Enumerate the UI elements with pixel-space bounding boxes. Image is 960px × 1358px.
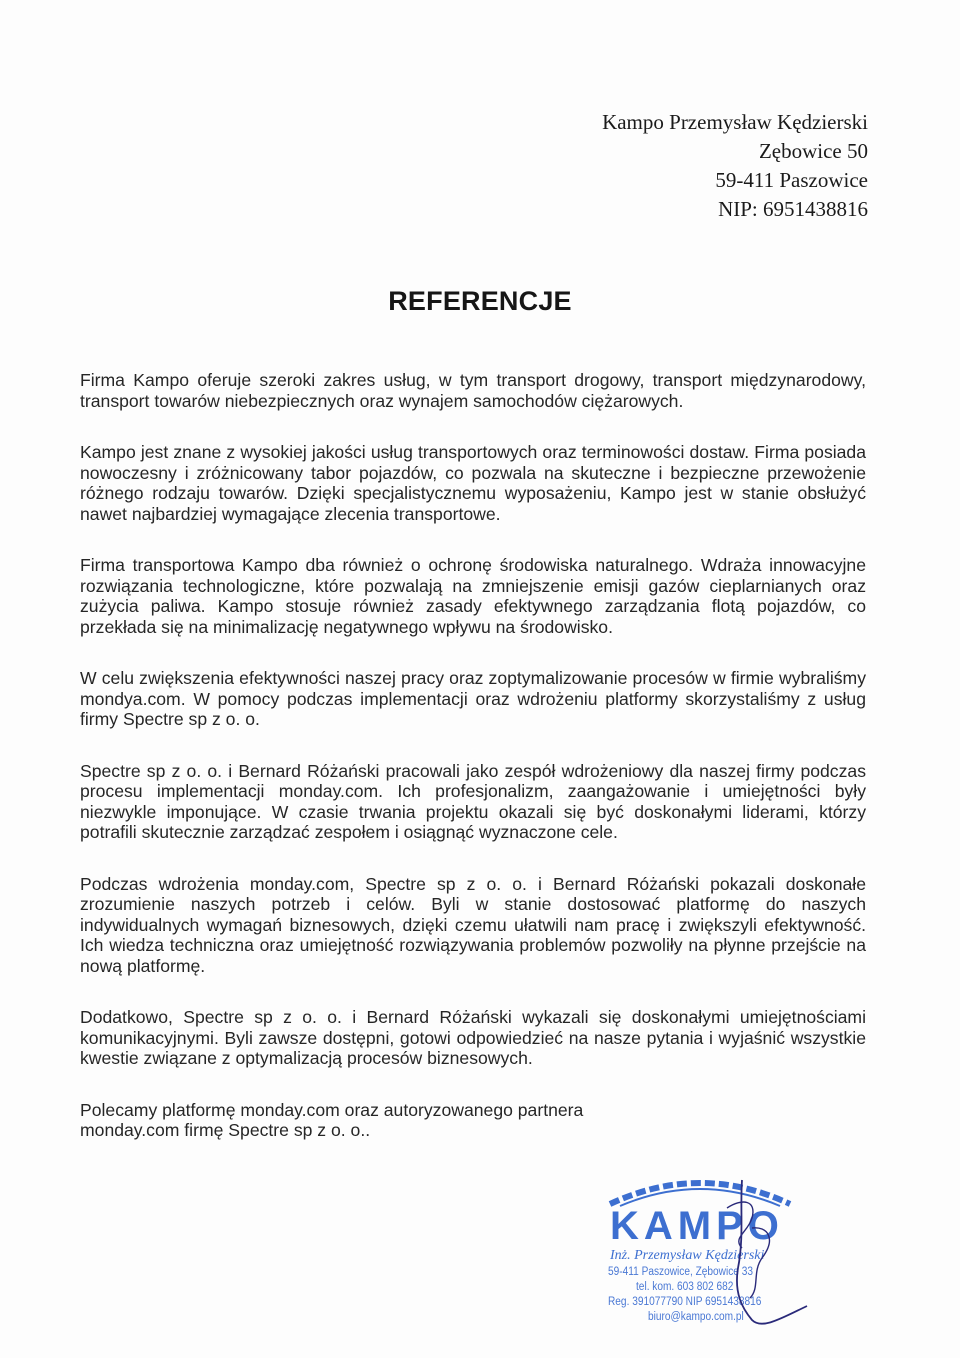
paragraph-quality: Kampo jest znane z wysokiej jakości usług transportowych oraz terminowości dostaw. Firma posiada nowoczesny i zróżnicowany tabor pojazdów, co pozwala na skuteczne i bezpieczne przewożenie różnego rodzaju towarów. Dzięki specjalistycznemu wyposażeniu, Kampo jest w stanie obsłużyć nawet najbardziej wymagające zlecenia transportowe. xyxy=(80,442,866,524)
paragraph-team: Spectre sp z o. o. i Bernard Różański pracowali jako zespół wdrożeniowy dla naszej firmy podczas procesu implementacji monday.com. Ich profesjonalizm, zaangażowanie i umiejętności były niezwykle imponujące. W czasie trwania projektu okazali się być doskonałymi liderami, którzy potrafili skutecznie zarządzać zespołem i osiągnąć wyznaczone cele. xyxy=(80,760,866,842)
stamp-address: 59-411 Paszowice, Zębowice 33 xyxy=(608,1266,753,1278)
stamp-registration: Reg. 391077790 NIP 6951438816 xyxy=(608,1296,762,1308)
stamp-phone: tel. kom. 603 802 682 xyxy=(636,1281,734,1293)
document-title: REFERENCJE xyxy=(388,286,572,316)
paragraph-communication: Dodatkowo, Spectre sp z o. o. i Bernard Różański wykazali się doskonałymi umiejętnościami komunikacyjnymi. Byli zawsze dostępni, gotowi odpowiedzieć na nasze pytania i wyjaśnić wszystkie kwestie związane z optymalizacją procesów biznesowych. xyxy=(80,1007,866,1068)
stamp-email: biuro@kampo.com.pl xyxy=(648,1311,744,1323)
sender-nip: NIP: 6951438816 xyxy=(718,197,868,221)
stamp-logo: KAMPO xyxy=(610,1204,784,1248)
sender-city: 59-411 Paszowice xyxy=(715,168,868,192)
recommendation-line-1: Polecamy platformę monday.com oraz autoryzowanego partnera monday.com firmę xyxy=(80,1099,584,1140)
stamp-owner: Inż. Przemysław Kędzierski xyxy=(610,1248,765,1263)
sender-street: Zębowice 50 xyxy=(758,139,868,163)
paragraph-implementation: Podczas wdrożenia monday.com, Spectre sp z o. o. i Bernard Różański pokazali doskonałe zrozumienie naszych potrzeb i celów. Byli w stanie dostosować platformę do naszych indywidualnych wymagań biznesowych, dzięki czemu ułatwili nam pracę i zwiększyli efektywność. Ich wiedza techniczna oraz umiejętność rozwiązywania problemów pozwoliły na płynne przejście na nową platformę. xyxy=(80,873,866,976)
sender-address-block xyxy=(602,108,868,224)
company-stamp xyxy=(592,1168,822,1338)
paragraph-monday-choice: W celu zwiększenia efektywności naszej pracy oraz zoptymalizowanie procesów w firmie wybraliśmy mondya.com. W pomocy podczas implementacji oraz wdrożeniu platformy skorzystaliśmy z usług firmy Spectre sp z o. o. xyxy=(80,668,866,729)
paragraph-intro: Firma Kampo oferuje szeroki zakres usług, w tym transport drogowy, transport międzynarodowy, transport towarów niebezpiecznych oraz wynajem samochodów ciężarowych. xyxy=(80,370,866,411)
recommendation-line-2: Spectre sp z o. o.. xyxy=(228,1120,371,1140)
paragraph-recommendation xyxy=(80,1100,600,1141)
letter-body xyxy=(80,370,866,1172)
paragraph-environment: Firma transportowa Kampo dba również o ochronę środowiska naturalnego. Wdraża innowacyjne rozwiązania technologiczne, które pozwalają na zmniejszenie emisji gazów cieplarnianych oraz zużycia paliwa. Kampo stosuje również zasady efektywnego zarządzania flotą pojazdów, co przekłada się na minimalizację negatywnego wpływu na środowisko. xyxy=(80,555,866,637)
sender-name: Kampo Przemysław Kędzierski xyxy=(602,110,868,134)
handwritten-signature-icon xyxy=(592,1168,822,1338)
